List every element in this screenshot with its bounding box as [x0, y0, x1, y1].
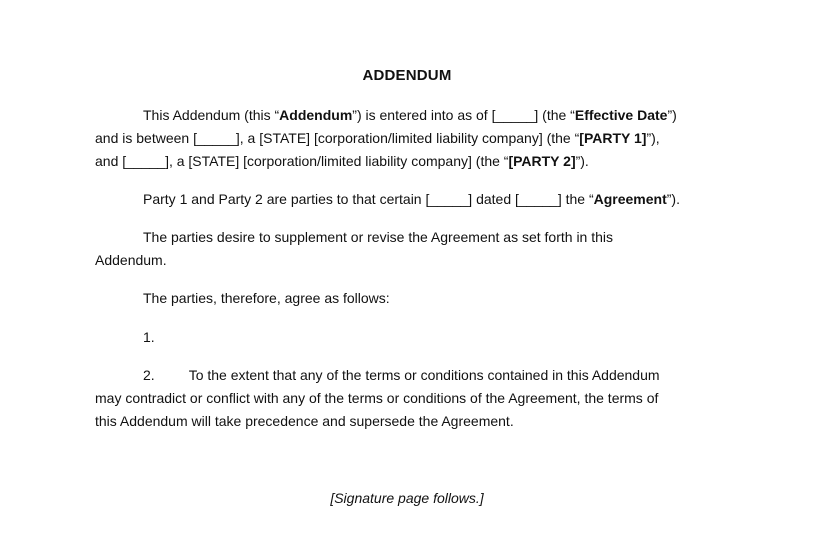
recital-paragraph-parties	[95, 104, 735, 173]
defined-term-party-2: [PARTY 2]	[508, 153, 576, 169]
item-number: 2.	[143, 367, 155, 383]
recital-paragraph-agreement: Party 1 and Party 2 are parties to that certain [_____] dated [_____] the “Agreement”).	[143, 191, 680, 207]
document-title: ADDENDUM	[362, 67, 452, 84]
defined-term-addendum: Addendum	[279, 107, 353, 123]
recital-line-3: and [_____], a [STATE] [corporation/limited liability company] (the “[PARTY 2]”).	[95, 153, 589, 169]
recital-line-2: and is between [_____], a [STATE] [corporation/limited liability company] (the “[PARTY 1]”),	[95, 130, 660, 146]
signature-page-note: [Signature page follows.]	[330, 490, 484, 506]
numbered-item-2: 2. To the extent that any of the terms or conditions contained in this Addendum may contradict or conflict with any of the terms or conditions of the Agreement, the terms of this Addendum will take precedence and supersede the Agreement.	[95, 367, 660, 429]
defined-term-party-1: [PARTY 1]	[579, 130, 647, 146]
recital-line-1: This Addendum (this “Addendum”) is entered into as of [_____] (the “Effective Date”)	[143, 107, 677, 123]
defined-term-agreement: Agreement	[593, 191, 667, 207]
agreement-intro-paragraph: The parties, therefore, agree as follows:	[143, 290, 390, 306]
item-number: 1.	[143, 329, 155, 345]
numbered-item-1	[95, 326, 735, 349]
recital-paragraph-purpose: The parties desire to supplement or revise the Agreement as set forth in this Addendum.	[95, 229, 614, 268]
defined-term-effective-date: Effective Date	[574, 107, 668, 123]
